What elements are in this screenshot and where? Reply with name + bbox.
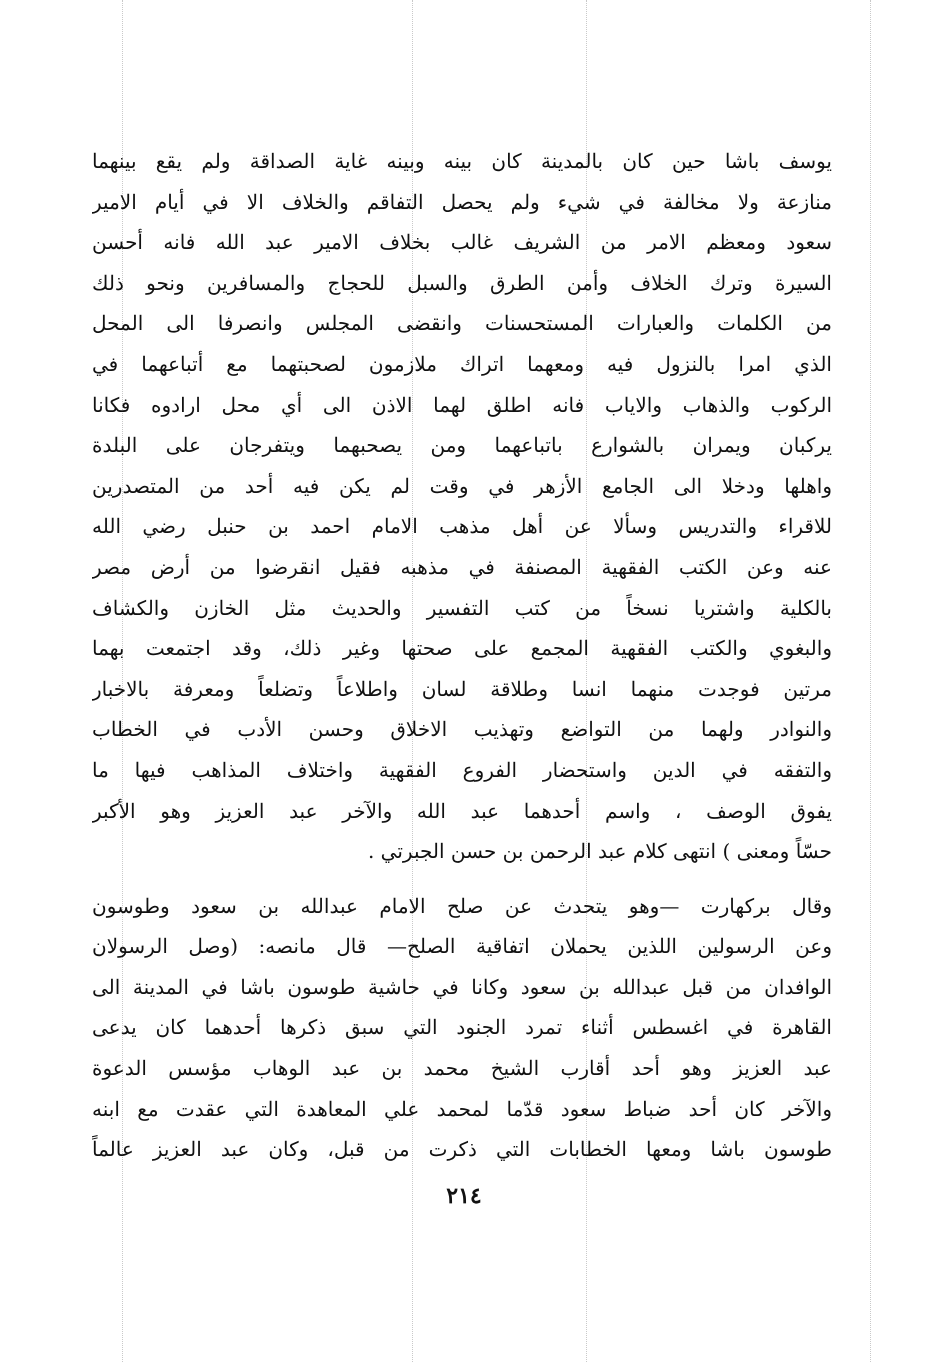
text-line: طوسون باشا ومعها الخطابات التي ذكرت من قبل، وكان عبد العزيز عالماً <box>92 1137 832 1162</box>
text-line: وقال بركهارت —وهو يتحدث عن صلح الامام عبدالله بن سعود وطوسون <box>92 893 832 918</box>
paragraph-2 <box>92 886 832 1170</box>
text-line: السيرة وترك الخلاف وأمن الطرق والسبل للحجاج والمسافرين ونحو ذلك <box>92 270 832 295</box>
text-line: يوسف باشا حين كان بالمدينة كان بينه وبينه غاية الصداقة ولم يقع بينهما <box>92 149 832 173</box>
text-line: واهلها ودخلا الى الجامع الأزهر في وقت لم يكن فيه أحد من المتصدرين <box>92 473 832 498</box>
paragraph-1 <box>92 141 832 872</box>
text-line: والنوادر ولهما من التواضع وتهذيب الاخلاق وحسن الأدب في الخطاب <box>92 717 832 742</box>
text-line: من الكلمات والعبارات المستحسنات وانقضى المجلس وانصرفا الى المحل <box>92 311 832 336</box>
page-number: ٢١٤ <box>446 1183 482 1209</box>
text-line: سعود ومعظم الامر من الشريف غالب بخلاف الامير عبد الله فانه أحسن <box>92 230 832 255</box>
text-line: والبغوي والكتب الفقهية المجمع على صحتها وغير ذلك، وقد اجتمعت بهما <box>92 636 832 661</box>
body-text <box>92 141 832 1170</box>
scan-artifact-line <box>870 0 871 1362</box>
text-line: للاقراء والتدريس وسألا عن أهل مذهب الامام احمد بن حنبل رضي الله <box>92 514 832 539</box>
text-line: عبد العزيز وهو أحد أقارب الشيخ محمد بن عبد الوهاب مؤسس الدعوة <box>92 1056 832 1081</box>
text-line: يفوق الوصف ، واسم أحدهما عبد الله والآخر عبد العزيز وهو الأكبر <box>92 798 832 823</box>
text-line: حسّاً ومعنى ) انتهى كلام عبد الرحمن بن حسن الجبرتي . <box>367 839 832 864</box>
text-line: منازعة ولا مخالفة في شيء ولم يحصل التفاقم والخلاف الا في أيام الامير <box>92 189 832 214</box>
text-line: بالكلية واشتريا نسخاً من كتب التفسير والحديث مثل الخازن والكشاف <box>92 595 832 620</box>
text-line: الوافدان من قبل عبدالله بن سعود وكانا في حاشية طوسون باشا في المدينة الى <box>92 974 832 999</box>
text-line: الركوب والذهاب والاياب فانه اطلق لهما الاذن الى أي محل ارادوه فكانا <box>92 392 832 417</box>
text-line: مرتين فوجدت منهما انسا وطلاقة لسان واطلاعاً وتضلعاً ومعرفة بالاخبار <box>92 676 832 701</box>
text-line: يركبان ويمران بالشوارع باتباعهما ومن يصحبهما ويتفرجان على البلدة <box>92 433 832 458</box>
text-line: والآخر كان أحد ضباط سعود قدّما لمحمد علي المعاهدة التي عقدت مع ابنه <box>92 1096 832 1121</box>
text-line: وعن الرسولين اللذين يحملان اتفاقية الصلح— قال مانصه: (وصل الرسولان <box>92 934 832 959</box>
text-line: والتفقه في الدين واستحضار الفروع الفقهية واختلاف المذاهب فيها ما <box>92 757 832 782</box>
text-line: الذي امرا بالنزول فيه ومعهما اتراك ملازمون لصحبتهما مع أتباعهما في <box>92 351 832 376</box>
text-line: عنه وعن الكتب الفقهية المصنفة في مذهبه فقيل انقرضوا من أرض مصر <box>92 554 832 579</box>
text-line: القاهرة في اغسطس أثناء تمرد الجنود التي سبق ذكرها أحدهما كان يدعى <box>92 1015 832 1040</box>
